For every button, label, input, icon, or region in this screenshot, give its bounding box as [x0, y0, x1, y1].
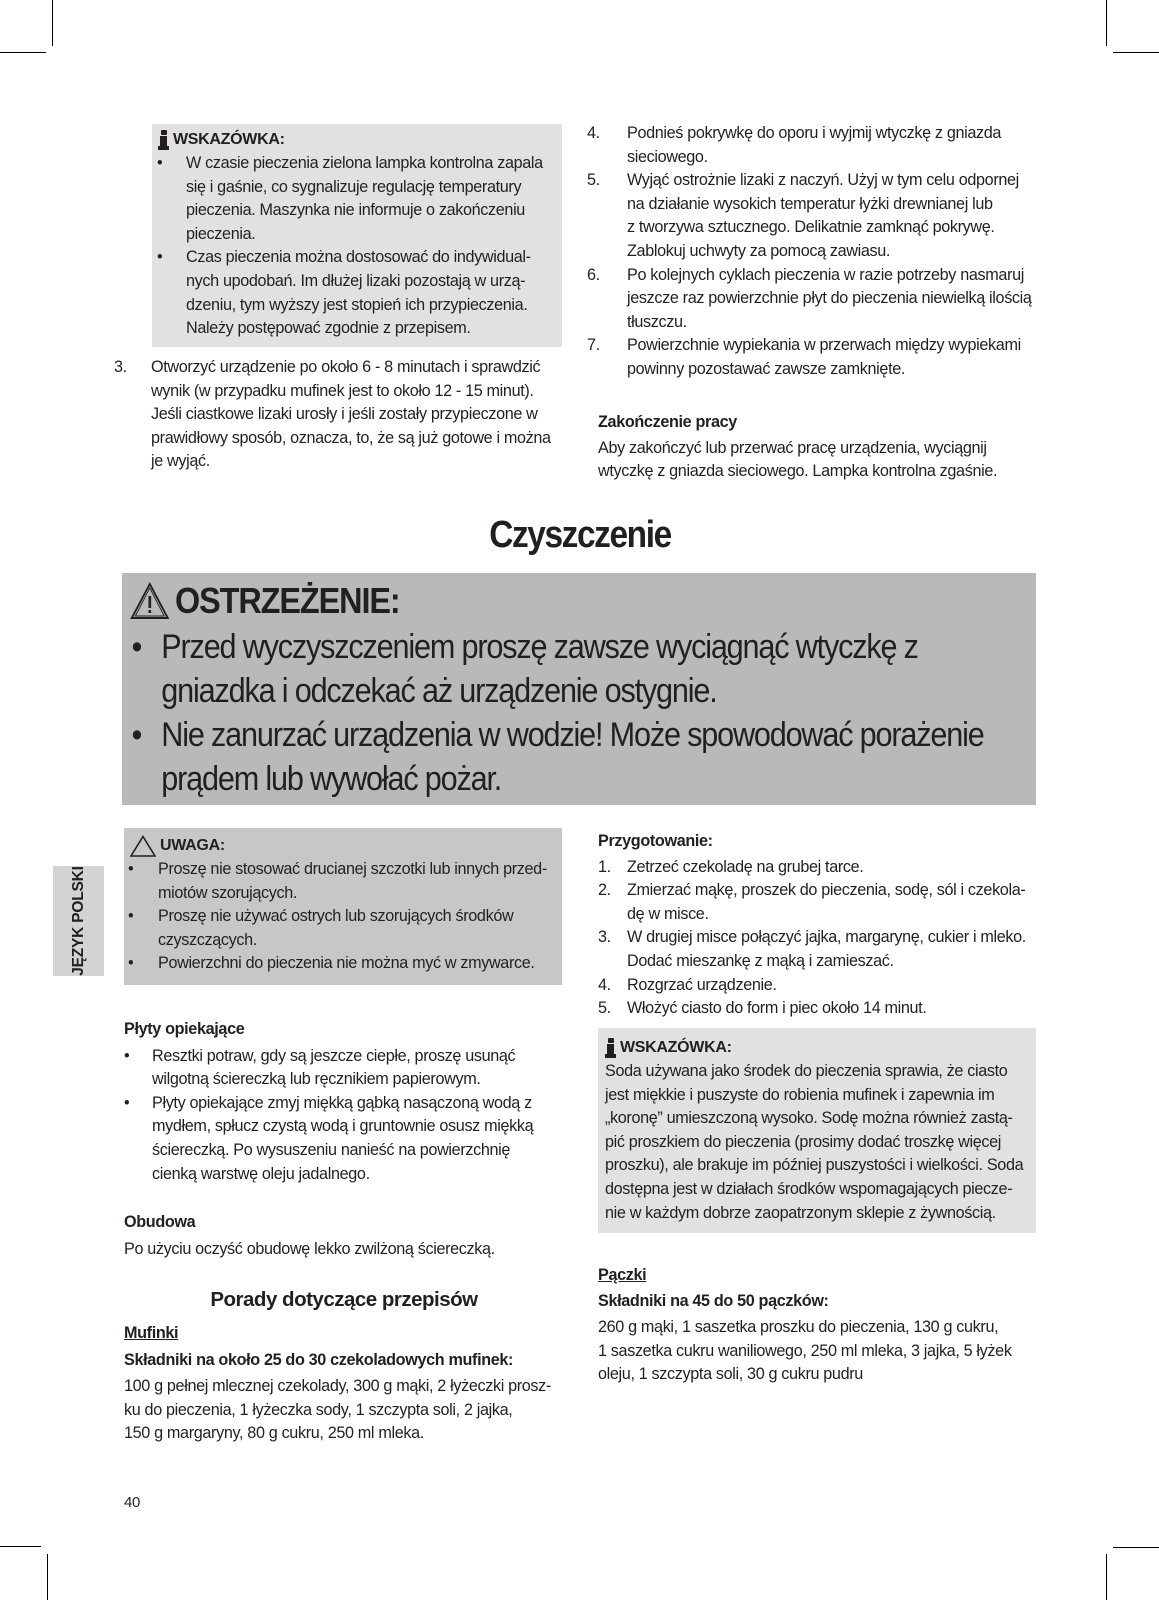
- text-line: wtyczkę z gniazda sieciowego. Lampka kontrolna zgaśnie.: [598, 462, 998, 481]
- text-line: dzeniu, tym wyższy jest stopień ich przypieczenia.: [186, 295, 528, 314]
- text-line: wynik (w przypadku mufinek jest to około 12 - 15 minut).: [151, 381, 534, 400]
- step-item: [598, 879, 1038, 926]
- text-line: je wyjąć.: [151, 452, 210, 471]
- text-line: 260 g mąki, 1 saszetka proszku do pieczenia, 130 g cukru,: [598, 1318, 999, 1337]
- text-line: tłuszczu.: [627, 312, 687, 331]
- text-line: dostępna jest w działach środków wspomagających piecze-: [605, 1179, 1013, 1198]
- warning-title: [130, 579, 400, 623]
- text-line: 150 g margaryny, 80 g cukru, 250 ml mleka.: [124, 1424, 424, 1443]
- text-line: miotów szorujących.: [158, 883, 298, 902]
- step-number: 3.: [114, 358, 127, 376]
- text-line: Soda używana jako środek do pieczenia sprawia, że ciasto: [605, 1062, 1008, 1080]
- plates-section: [124, 1018, 564, 1186]
- crop-mark: [1113, 52, 1159, 53]
- bullet-dot: •: [157, 248, 163, 267]
- text-line: W czasie pieczenia zielona lampka kontrolna zapala: [186, 154, 543, 172]
- bullet-dot: •: [128, 954, 134, 973]
- text-line: sieciowego.: [627, 147, 708, 166]
- step-number: 2.: [598, 881, 611, 900]
- warning-triangle-icon: [130, 582, 170, 620]
- muffins-section: [124, 1322, 569, 1446]
- text-line: Płyty opiekające zmyj miękką gąbką nasączoną wodą z: [152, 1093, 532, 1112]
- crop-mark: [0, 52, 46, 53]
- steps-list: [587, 122, 1047, 382]
- housing-text: Po użyciu oczyść obudowę lekko zwilżoną ściereczką.: [124, 1239, 495, 1258]
- text-line: pieczenia.: [186, 224, 256, 243]
- recipes-title: Porady dotyczące przepisów: [210, 1288, 478, 1311]
- text-line: oleju, 1 szczypta soli, 30 g cukru pudru: [598, 1365, 863, 1384]
- info-icon: [158, 130, 169, 150]
- text-line: Zetrzeć czekoladę na grubej tarce.: [627, 857, 864, 876]
- text-line: się i gaśnie, co sygnalizuje regulację temperatury: [186, 177, 522, 196]
- text-line: Włożyć ciasto do form i piec około 14 minut.: [627, 999, 927, 1018]
- crop-mark: [1113, 1547, 1159, 1548]
- hint-box-soda: [598, 1028, 1036, 1233]
- bullet-dot: •: [131, 628, 142, 666]
- text-line: Aby zakończyć lub przerwać pracę urządzenia, wyciągnij: [598, 438, 987, 457]
- caution-bullet: [124, 858, 562, 905]
- text-line: W drugiej misce połączyć jajka, margarynę, cukier i mleko.: [627, 928, 1026, 947]
- warning-title-text: OSTRZEŻENIE:: [175, 580, 400, 621]
- warning-body: [128, 625, 1015, 801]
- text-line: na działanie wysokich temperatur łyżki drewnianej lub: [627, 194, 993, 213]
- caution-title: [124, 834, 562, 858]
- text-line: 100 g pełnej mlecznej czekolady, 300 g mąki, 2 łyżeczki prosz-: [124, 1377, 551, 1396]
- page-number: 40: [124, 1494, 140, 1511]
- bullet-dot: •: [124, 1093, 130, 1112]
- caution-triangle-icon: [130, 835, 156, 857]
- step-number: 5.: [587, 171, 600, 190]
- info-icon: [605, 1038, 616, 1058]
- housing-section: [124, 1211, 564, 1261]
- muffins-name: Mufinki: [124, 1324, 179, 1342]
- hint-title: [152, 128, 562, 152]
- hint-bullet: [116, 152, 562, 246]
- text-line: Rozgrzać urządzenie.: [627, 975, 777, 994]
- step-number: 4.: [598, 975, 611, 994]
- text-line: Przed wyczyszczeniem proszę zawsze wyciągnąć wtyczkę z: [161, 628, 918, 666]
- warning-bullet: [128, 713, 1015, 801]
- crop-mark: [1106, 1554, 1107, 1600]
- step-item: [598, 926, 1038, 973]
- side-tab-label: JĘZYK POLSKI: [69, 866, 87, 976]
- text-line: Powierzchnie wypiekania w przerwach między wypiekami: [627, 336, 1021, 355]
- text-line: Wyjąć ostrożnie lizaki z naczyń. Użyj w tym celu odpornej: [627, 171, 1019, 190]
- donuts-section: [598, 1264, 1043, 1387]
- crop-mark: [1106, 0, 1107, 46]
- caution-bullet: [124, 952, 562, 976]
- step-item: [587, 169, 1047, 263]
- step-item: [587, 264, 1047, 335]
- hint-title-text: WSKAZÓWKA:: [173, 131, 285, 149]
- text-line: „koronę” umieszczoną wysoko. Sodę można również zastą-: [605, 1109, 1013, 1128]
- text-line: Podnieś pokrywkę do oporu i wyjmij wtyczkę z gniazda: [627, 124, 1002, 142]
- step-item: [587, 122, 1047, 169]
- text-line: jest miękkie i puszyste do robienia mufinek i zapewnia im: [605, 1085, 995, 1104]
- donuts-ingredients-heading: Składniki na 45 do 50 pączków:: [598, 1291, 829, 1310]
- step-number: 6.: [587, 265, 600, 284]
- text-line: nych upodobań. Im dłużej lizaki pozostają w urzą-: [186, 271, 526, 290]
- text-line: powinny pozostawać zawsze zamknięte.: [627, 359, 906, 378]
- text-line: Powierzchni do pieczenia nie można myć w zmywarce.: [158, 954, 535, 973]
- text-line: Nie zanurzać urządzenia w wodzie! Może spowodować porażenie: [161, 716, 984, 754]
- bullet-dot: •: [128, 907, 134, 926]
- step-number: 7.: [587, 336, 600, 355]
- text-line: Otworzyć urządzenie po około 6 - 8 minutach i sprawdzić: [151, 358, 541, 376]
- text-line: Resztki potraw, gdy są jeszcze ciepłe, proszę usunąć: [152, 1046, 516, 1065]
- finish-heading: Zakończenie pracy: [598, 413, 737, 431]
- bullet-dot: •: [124, 1046, 130, 1065]
- text-line: Jeśli ciastkowe lizaki urosły i jeśli zostały przypieczone w: [151, 405, 538, 424]
- hint-bullet: [116, 246, 562, 340]
- crop-mark: [52, 0, 53, 46]
- bullet-dot: •: [131, 716, 142, 754]
- crop-mark: [47, 1554, 48, 1600]
- text-line: pieczenia. Maszynka nie informuje o zakończeniu: [186, 201, 525, 220]
- text-line: dę w misce.: [627, 904, 709, 923]
- caution-bullet: [124, 905, 562, 952]
- text-line: Proszę nie używać ostrych lub szorujących środków: [158, 907, 514, 926]
- caution-title-text: UWAGA:: [160, 837, 225, 855]
- text-line: gniazdka i odczekać aż urządzenie ostygnie.: [161, 672, 717, 710]
- step-item: [598, 997, 1038, 1021]
- text-line: Czas pieczenia można dostosować do indywidual-: [186, 248, 531, 267]
- text-line: pić proszkiem do pieczenia (prosimy dodać troszkę więcej: [605, 1132, 1002, 1151]
- text-line: Dodać mieszankę z mąką i zamieszać.: [627, 951, 894, 970]
- text-line: prądem lub wywołać pożar.: [161, 760, 502, 798]
- hint-box-baking: [152, 124, 562, 347]
- housing-heading: Obudowa: [124, 1213, 196, 1231]
- preparation-heading: Przygotowanie:: [598, 832, 713, 850]
- muffins-ingredients-heading: Składniki na około 25 do 30 czekoladowych mufinek:: [124, 1350, 514, 1369]
- text-line: nie w każdym dobrze zaopatrzonym sklepie z żywnością.: [605, 1203, 996, 1222]
- step-item: [598, 856, 1038, 880]
- text-line: Po kolejnych cyklach pieczenia w razie potrzeby nasmaruj: [627, 265, 1024, 284]
- text-line: jeszcze raz powierzchnie płyt do pieczenia niewielką ilością: [627, 289, 1032, 308]
- bullet-dot: •: [128, 860, 134, 878]
- step-number: 3.: [598, 928, 611, 947]
- step-item: [114, 356, 601, 474]
- hint-title-text: WSKAZÓWKA:: [620, 1039, 732, 1057]
- step-number: 4.: [587, 124, 600, 142]
- step-number: 5.: [598, 999, 611, 1018]
- warning-bullet: [128, 625, 1015, 713]
- text-line: mydłem, spłucz czystą wodą i gruntownie osusz miękką: [152, 1117, 534, 1136]
- text-line: Zmierzać mąkę, proszek do pieczenia, sodę, sól i czekola-: [627, 881, 1026, 900]
- plates-bullet: [124, 1092, 564, 1186]
- donuts-name: Pączki: [598, 1266, 647, 1284]
- text-line: cienką warstwę oleju jadalnego.: [152, 1164, 370, 1183]
- step-item: [587, 334, 1047, 381]
- warning-box: [122, 573, 1036, 805]
- text-line: Proszę nie stosować drucianej szczotki lub innych przed-: [158, 860, 547, 878]
- finish-section: [598, 411, 1048, 484]
- step-number: 1.: [598, 857, 611, 876]
- section-title-cleaning: Czyszczenie: [489, 514, 671, 556]
- text-line: 1 saszetka cukru waniliowego, 250 ml mleka, 3 jajka, 5 łyżek: [598, 1341, 1012, 1360]
- plates-heading: Płyty opiekające: [124, 1020, 245, 1038]
- text-line: proszku), ale brakuje im później puszystości i wielkości. Soda: [605, 1156, 1024, 1175]
- step-item: [598, 974, 1038, 998]
- crop-mark: [0, 1546, 41, 1547]
- text-line: z tworzywa sztucznego. Delikatnie zamknąć pokrywę.: [627, 218, 995, 237]
- text-line: prawidłowy sposób, oznacza, to, że są już gotowe i można: [151, 428, 551, 447]
- bullet-dot: •: [157, 154, 163, 172]
- text-line: ściereczką. Po wysuszeniu nanieść na powierzchnię: [152, 1140, 511, 1159]
- language-side-tab: [53, 866, 104, 976]
- hint-title: [605, 1036, 1036, 1060]
- text-line: ku do pieczenia, 1 łyżeczka sody, 1 szczypta soli, 2 jajka,: [124, 1400, 513, 1419]
- text-line: czyszczących.: [158, 930, 257, 949]
- plates-bullet: [124, 1045, 564, 1092]
- text-line: Zablokuj uchwyty za pomocą zawiasu.: [627, 241, 891, 260]
- preparation-section: [598, 830, 1038, 1021]
- text-line: wilgotną ściereczką lub ręcznikiem papierowym.: [152, 1070, 481, 1089]
- text-line: Należy postępować zgodnie z przepisem.: [186, 319, 471, 338]
- caution-box: [124, 828, 562, 985]
